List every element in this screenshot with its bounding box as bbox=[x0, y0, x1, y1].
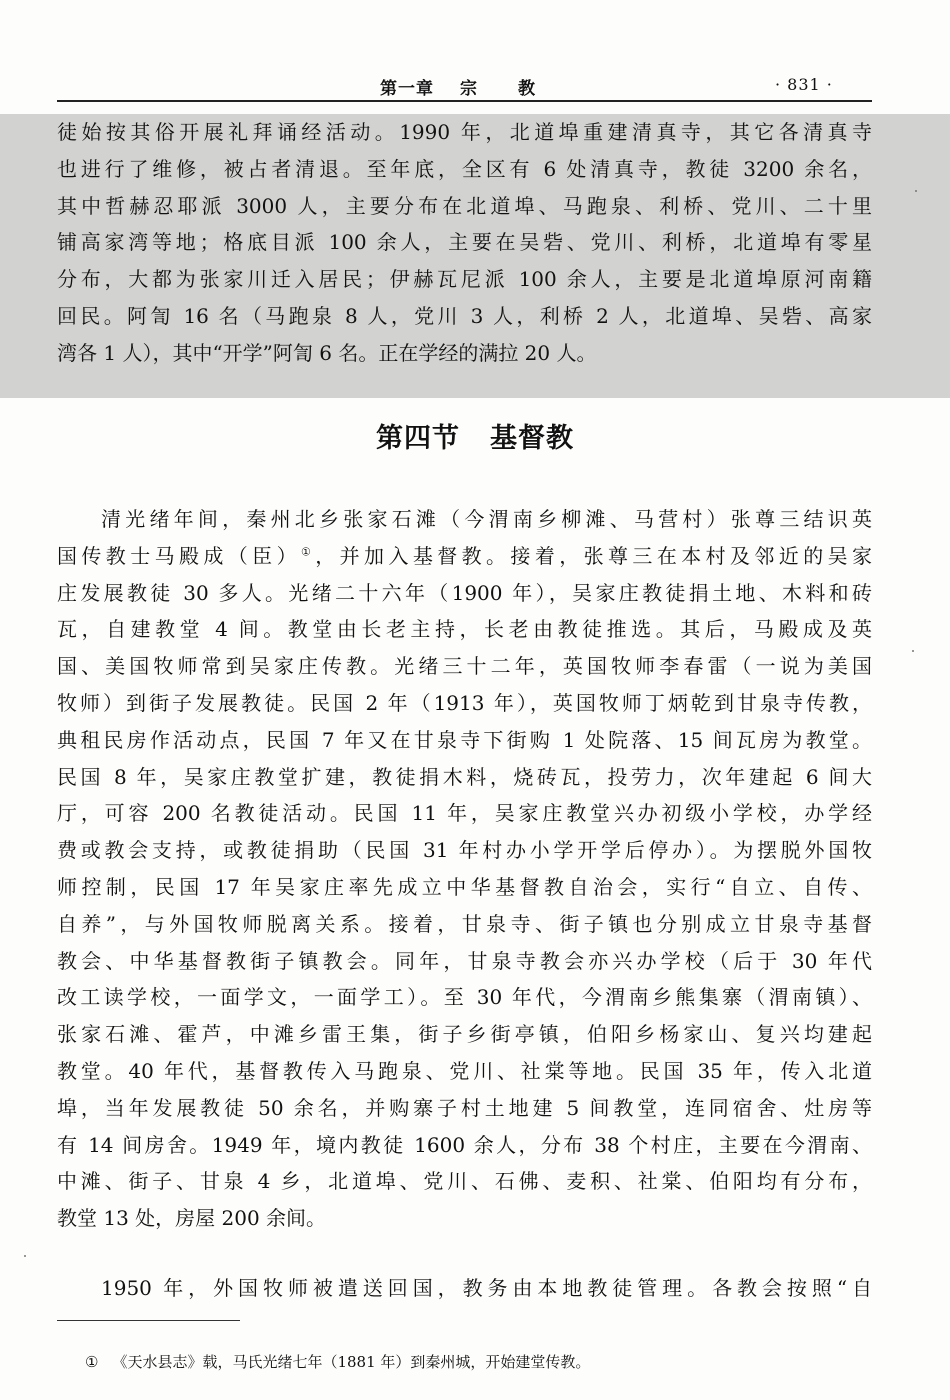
chapter-title bbox=[380, 74, 536, 99]
chapter-number: 第一章 bbox=[380, 79, 434, 99]
paragraph-1950 bbox=[57, 1270, 872, 1307]
text-line: 国、美国牧师常到吴家庄传教。光绪三十二年，英国牧师李春雷（一说为美国 bbox=[57, 654, 872, 679]
footnote bbox=[85, 1351, 590, 1372]
text-line: 中滩、街子、甘泉 4 乡，北道埠、党川、石佛、麦积、社棠、伯阳均有分布， bbox=[57, 1169, 872, 1194]
text-line: 牧师）到街子发展教徒。民国 2 年（1913 年），英国牧师丁炳乾到甘泉寺传教， bbox=[57, 690, 872, 715]
scan-speck bbox=[915, 190, 917, 192]
section-title: 基督教 bbox=[490, 423, 574, 454]
text-line: 教会、中华基督教街子镇教会。同年，甘泉寺教会亦兴办学校（后于 30 年代 bbox=[57, 948, 872, 973]
text-line: 1950 年，外国牧师被遣送回国，教务由本地教徒管理。各教会按照“自 bbox=[101, 1276, 872, 1300]
text-line: 张家石滩、霍芦，中滩乡雷王集，街子乡街亭镇，伯阳乡杨家山、复兴均建起 bbox=[57, 1022, 872, 1047]
chapter-word-1: 宗 bbox=[460, 79, 478, 99]
text-line: 有 14 间房舍。1949 年，境内教徒 1600 余人，分布 38 个村庄，主要在今渭南、 bbox=[57, 1132, 872, 1157]
scan-speck bbox=[24, 1255, 26, 1257]
text-line: 瓦，自建教堂 4 间。教堂由长老主持，长老由教徒推选。其后，马殿成及英 bbox=[57, 617, 872, 642]
section-number: 第四节 bbox=[376, 423, 460, 454]
text-line: 自养”，与外国牧师脱离关系。接着，甘泉寺、街子镇也分别成立甘泉寺基督 bbox=[57, 911, 872, 936]
text-line: 改工读学校，一面学文，一面学工）。至 30 年代，今渭南乡熊集寨（渭南镇）、 bbox=[57, 985, 872, 1010]
text-line: 湾各 1 人），其中“开学”阿訇 6 名。正在学经的满拉 20 人。 bbox=[57, 340, 597, 365]
section-heading bbox=[0, 416, 950, 455]
text-line: 典租民房作活动点，民国 7 年又在甘泉寺下街购 1 处院落、15 间瓦房为教堂。 bbox=[57, 727, 872, 752]
text-line: 清光绪年间，秦州北乡张家石滩（今渭南乡柳滩、马营村）张尊三结识英 bbox=[101, 507, 872, 531]
text-line: 埠，当年发展教徒 50 余名，并购寨子村土地建 5 间教堂，连同宿舍、灶房等 bbox=[57, 1095, 872, 1120]
text-line: 民国 8 年，吴家庄教堂扩建，教徒捐木料，烧砖瓦，投劳力，次年建起 6 间大 bbox=[57, 764, 872, 789]
text-line bbox=[57, 538, 872, 575]
text-line: 回民。阿訇 16 名（马跑泉 8 人，党川 3 人，利桥 2 人，北道埠、吴砦、高家 bbox=[57, 303, 872, 328]
footnote-mark: ① bbox=[85, 1353, 99, 1371]
text-line: 厅，可容 200 名教徒活动。民国 11 年，吴家庄教堂兴办初级小学校，办学经 bbox=[57, 801, 872, 826]
footnote-reference[interactable]: ① bbox=[300, 545, 316, 559]
text-line: 徒始按其俗开展礼拜诵经活动。1990 年，北道埠重建清真寺，其它各清真寺 bbox=[57, 120, 872, 144]
text-line: 教堂 13 处，房屋 200 余间。 bbox=[57, 1206, 327, 1231]
text-line: 铺高家湾等地；格底目派 100 余人，主要在吴砦、党川、利桥，北道埠有零星 bbox=[57, 230, 872, 255]
text-line: 其中哲赫忍耶派 3000 人，主要分布在北道埠、马跑泉、利桥、党川、二十里 bbox=[57, 193, 872, 218]
text-line: 费或教会支持，或教徒捐助（民国 31 年村办小学开学后停办）。为摆脱外国牧 bbox=[57, 838, 872, 863]
text-line: 师控制，民国 17 年吴家庄率先成立中华基督教自治会，实行“自立、自传、 bbox=[57, 874, 872, 899]
text-segment: ，并加入基督教。接着，张尊三在本村及邻近的吴家 bbox=[315, 543, 872, 568]
header-rule bbox=[57, 100, 872, 102]
page-number: · 831 · bbox=[775, 75, 833, 94]
text-line: 教堂。40 年代，基督教传入马跑泉、党川、社棠等地。民国 35 年，传入北道 bbox=[57, 1058, 872, 1083]
text-segment: 国传教士马殿成（臣） bbox=[57, 543, 301, 568]
footnote-text: 《天水县志》载，马氏光绪七年（1881 年）到秦州城，开始建堂传教。 bbox=[112, 1353, 591, 1371]
scan-speck bbox=[912, 650, 914, 652]
text-line: 也进行了维修，被占者清退。至年底，全区有 6 处清真寺，教徒 3200 余名， bbox=[57, 156, 872, 181]
top-paragraph bbox=[57, 114, 872, 372]
running-head bbox=[0, 68, 950, 98]
text-line: 庄发展教徒 30 多人。光绪二十六年（1900 年），吴家庄教徒捐土地、木料和砖 bbox=[57, 580, 872, 605]
chapter-word-2: 教 bbox=[518, 79, 536, 99]
footnote-rule bbox=[57, 1320, 240, 1321]
paragraph-christianity bbox=[57, 501, 872, 1237]
text-line: 分布，大都为张家川迁入居民；伊赫瓦尼派 100 余人，主要是北道埠原河南籍 bbox=[57, 267, 872, 292]
